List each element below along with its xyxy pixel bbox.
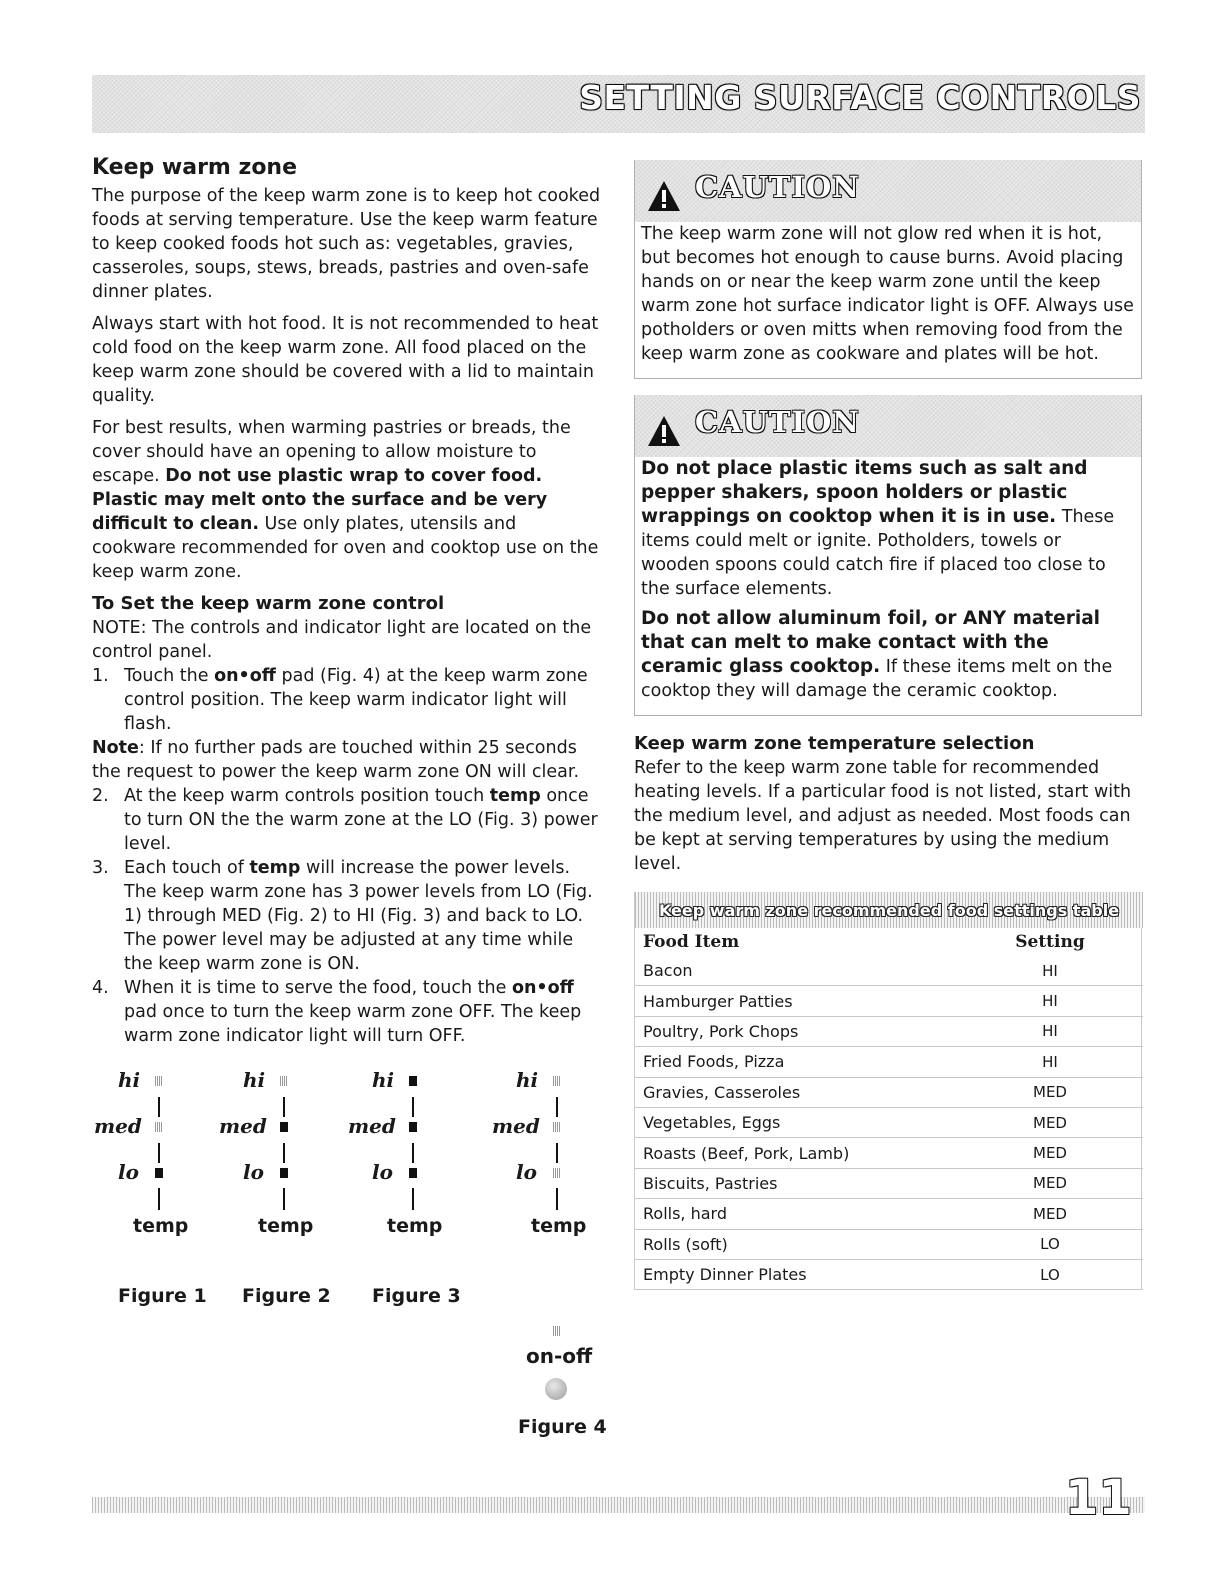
connector-line — [158, 1097, 160, 1117]
food-item-cell: Poultry, Pork Chops — [635, 1016, 957, 1046]
note-label: Note — [92, 738, 139, 758]
food-item-cell: Rolls, hard — [635, 1199, 957, 1229]
food-settings-table — [635, 892, 1143, 1290]
connector-line — [556, 1188, 558, 1210]
setting-cell: MED — [957, 1138, 1143, 1168]
step-number: 1. — [92, 666, 109, 686]
figure-3-caption: Figure 3 — [372, 1285, 461, 1307]
table-row — [635, 956, 1143, 986]
setting-cell: HI — [957, 1016, 1143, 1046]
step-3 — [92, 856, 602, 976]
food-item-cell: Biscuits, Pastries — [635, 1168, 957, 1198]
level-label-med: med — [94, 1114, 142, 1138]
setting-cell: LO — [957, 1229, 1143, 1259]
food-item-cell: Hamburger Patties — [635, 986, 957, 1016]
step-number: 2. — [92, 786, 109, 806]
setting-cell: MED — [957, 1168, 1143, 1198]
level-label-hi: hi — [118, 1068, 141, 1092]
figure-1-caption: Figure 1 — [118, 1285, 207, 1307]
caution-2-para-2 — [641, 607, 1135, 703]
table-body — [635, 956, 1143, 1290]
level-label-lo: lo — [243, 1160, 264, 1184]
keep-warm-heading: Keep warm zone — [92, 155, 298, 180]
caution-1-text: The keep warm zone will not glow red when it is hot, but becomes hot enough to cause burns. Avoid placing hands on or near the keep warm zone until the keep warm zone hot surface indicator light is OFF. Always use potholders or oven mitts when removing food from the keep warm zone as cookware and plates will be hot. — [641, 224, 1134, 364]
figure-4-caption: Figure 4 — [518, 1416, 607, 1438]
step-text: Touch the — [124, 666, 215, 686]
caution-box-1 — [634, 160, 1142, 379]
connector-line — [283, 1143, 285, 1163]
lo-indicator-light — [155, 1168, 163, 1178]
page-number: 11 — [1065, 1470, 1132, 1526]
note-text: : If no further pads are touched within 25 seconds the request to power the keep warm zone ON will clear. — [92, 738, 580, 782]
keep-warm-para-2: Always start with hot food. It is not recommended to heat cold food on the keep warm zone. All food placed on the keep warm zone should be covered with a lid to maintain quality. — [92, 314, 599, 406]
food-item-cell: Gravies, Casseroles — [635, 1077, 957, 1107]
para3-text-c: Use only plates, utensils and cookware recommended for oven and cooktop use on the keep warm zone. — [92, 514, 599, 582]
onoff-pad-label[interactable]: on-off — [526, 1344, 593, 1368]
temp-pad-label[interactable]: temp — [387, 1215, 443, 1237]
table-header-row — [635, 928, 1143, 956]
caution-2-warning: Do not place plastic items such as salt and pepper shakers, spoon holders or plastic wrappings on cooktop when it is in use. — [641, 458, 1088, 527]
right-column — [634, 160, 1142, 1290]
page-title: SETTING SURFACE CONTROLS — [579, 78, 1141, 117]
connector-line — [158, 1188, 160, 1210]
warning-triangle-icon — [647, 415, 681, 447]
caution-header — [635, 160, 1141, 222]
hi-indicator-light — [409, 1076, 417, 1086]
level-label-lo: lo — [372, 1160, 393, 1184]
food-item-cell: Bacon — [635, 956, 957, 986]
setting-cell: HI — [957, 1047, 1143, 1077]
step-1 — [92, 664, 602, 736]
settings-table-wrapper — [634, 892, 1142, 1290]
food-item-cell: Rolls (soft) — [635, 1229, 957, 1259]
caution-title: CAUTION — [695, 170, 860, 204]
left-column — [92, 155, 602, 1048]
column-header-food: Food Item — [643, 932, 740, 952]
temp-pad-label[interactable]: temp — [531, 1215, 587, 1237]
level-label-hi: hi — [372, 1068, 395, 1092]
table-row — [635, 1259, 1143, 1289]
setting-cell: MED — [957, 1199, 1143, 1229]
hi-indicator-light — [553, 1076, 561, 1086]
step-text: When it is time to serve the food, touch the — [124, 978, 512, 998]
level-label-lo: lo — [516, 1160, 537, 1184]
table-row — [635, 1138, 1143, 1168]
table-caption-row — [635, 892, 1143, 928]
connector-line — [158, 1143, 160, 1163]
connector-line — [412, 1143, 414, 1163]
para3-warning: Do not use plastic wrap to cover food. Plastic may melt onto the surface and be very difficult to clean. — [92, 466, 548, 534]
step-2 — [92, 784, 602, 856]
caution-2-warning: Do not allow aluminum foil, or ANY material that can melt to make contact with the ceramic glass cooktop. — [641, 608, 1101, 677]
onoff-button-icon[interactable] — [545, 1378, 567, 1400]
steps-list-cont — [92, 784, 602, 1048]
figure-2-caption: Figure 2 — [242, 1285, 331, 1307]
step-text: At the keep warm controls position touch — [124, 786, 490, 806]
lo-indicator-light — [553, 1168, 561, 1178]
keep-warm-para-3 — [92, 416, 602, 584]
temp-selection-text: Refer to the keep warm zone table for recommended heating levels. If a particular food is not listed, start with the medium level, and adjust as needed. Most foods can be kept at serving temperatures by using the medium level. — [634, 758, 1132, 874]
setting-cell: MED — [957, 1107, 1143, 1137]
step-keyword: on•off — [214, 666, 276, 686]
step-text: once to turn ON the the warm zone at the LO (Fig. 3) power level. — [124, 786, 598, 854]
food-item-cell: Empty Dinner Plates — [635, 1259, 957, 1289]
step-keyword: temp — [489, 786, 541, 806]
connector-line — [556, 1097, 558, 1117]
food-item-cell: Roasts (Beef, Pork, Lamb) — [635, 1138, 957, 1168]
caution-2-para-1 — [641, 457, 1135, 601]
step-text: Each touch of — [124, 858, 250, 878]
table-row — [635, 986, 1143, 1016]
level-label-hi: hi — [243, 1068, 266, 1092]
med-indicator-light — [280, 1122, 288, 1132]
food-item-cell: Fried Foods, Pizza — [635, 1047, 957, 1077]
connector-line — [556, 1143, 558, 1163]
note-paragraph — [92, 736, 602, 784]
caution-body — [635, 222, 1141, 378]
onoff-indicator-light — [553, 1326, 561, 1336]
temp-pad-label[interactable]: temp — [258, 1215, 314, 1237]
med-indicator-light — [409, 1122, 417, 1132]
temp-selection-heading: Keep warm zone temperature selection — [634, 733, 1035, 754]
connector-line — [283, 1097, 285, 1117]
warning-triangle-icon — [647, 180, 681, 212]
setting-cell: MED — [957, 1077, 1143, 1107]
connector-line — [412, 1097, 414, 1117]
footer-band — [92, 1497, 1145, 1513]
table-row — [635, 1016, 1143, 1046]
setting-cell: HI — [957, 986, 1143, 1016]
table-row — [635, 1107, 1143, 1137]
med-indicator-light — [553, 1122, 561, 1132]
para3-text-a: For best results, when warming pastries or breads, the cover should have an opening to allow moisture to escape. — [92, 418, 571, 486]
step-keyword: temp — [249, 858, 301, 878]
step-keyword: on•off — [511, 978, 574, 998]
step-text: pad (Fig. 4) at the keep warm zone control position. The keep warm indicator light will flash. — [124, 666, 588, 734]
steps-list — [92, 664, 602, 736]
step-number: 3. — [92, 858, 109, 878]
caution-box-2 — [634, 395, 1142, 716]
table-row — [635, 1199, 1143, 1229]
setting-cell: HI — [957, 956, 1143, 986]
table-row — [635, 1229, 1143, 1259]
keep-warm-para-1: The purpose of the keep warm zone is to keep hot cooked foods at serving temperature. Use the keep warm feature to keep cooked foods hot such as: vegetables, gravies, casseroles, soups, stews, breads, pastries and oven-safe dinner plates. — [92, 186, 601, 302]
set-control-note: NOTE: The controls and indicator light are located on the control panel. — [92, 618, 592, 662]
table-row — [635, 1047, 1143, 1077]
table-row — [635, 1077, 1143, 1107]
food-item-cell: Vegetables, Eggs — [635, 1107, 957, 1137]
med-indicator-light — [155, 1122, 163, 1132]
hi-indicator-light — [280, 1076, 288, 1086]
caution-2-text: These items could melt or ignite. Potholders, towels or wooden spoons could catch fire if placed too close to the surface elements. — [641, 507, 1115, 599]
column-header-setting: Setting — [1015, 932, 1085, 952]
level-label-lo: lo — [118, 1160, 139, 1184]
caution-title: CAUTION — [695, 405, 860, 439]
step-4 — [92, 976, 602, 1048]
hi-indicator-light — [155, 1076, 163, 1086]
step-text: will increase the power levels. The keep warm zone has 3 power levels from LO (Fig. 1) through MED (Fig. 2) to HI (Fig. 3) and back to LO. The power level may be adjusted at any time while the keep warm zone is ON. — [124, 858, 593, 974]
step-number: 4. — [92, 978, 109, 998]
lo-indicator-light — [280, 1168, 288, 1178]
connector-line — [283, 1188, 285, 1210]
step-text: pad once to turn the keep warm zone OFF. The keep warm zone indicator light will turn OFF. — [124, 1002, 582, 1046]
setting-cell: LO — [957, 1259, 1143, 1289]
connector-line — [412, 1188, 414, 1210]
level-label-med: med — [492, 1114, 540, 1138]
caution-header — [635, 395, 1141, 457]
level-label-med: med — [348, 1114, 396, 1138]
set-control-heading: To Set the keep warm zone control — [92, 593, 445, 614]
level-label-hi: hi — [516, 1068, 539, 1092]
lo-indicator-light — [409, 1168, 417, 1178]
caution-2-text: If these items melt on the cooktop they will damage the ceramic cooktop. — [641, 657, 1113, 701]
caution-body — [635, 457, 1141, 715]
level-label-med: med — [219, 1114, 267, 1138]
temp-pad-label[interactable]: temp — [133, 1215, 189, 1237]
table-caption: Keep warm zone recommended food settings table — [658, 900, 1120, 920]
table-row — [635, 1168, 1143, 1198]
